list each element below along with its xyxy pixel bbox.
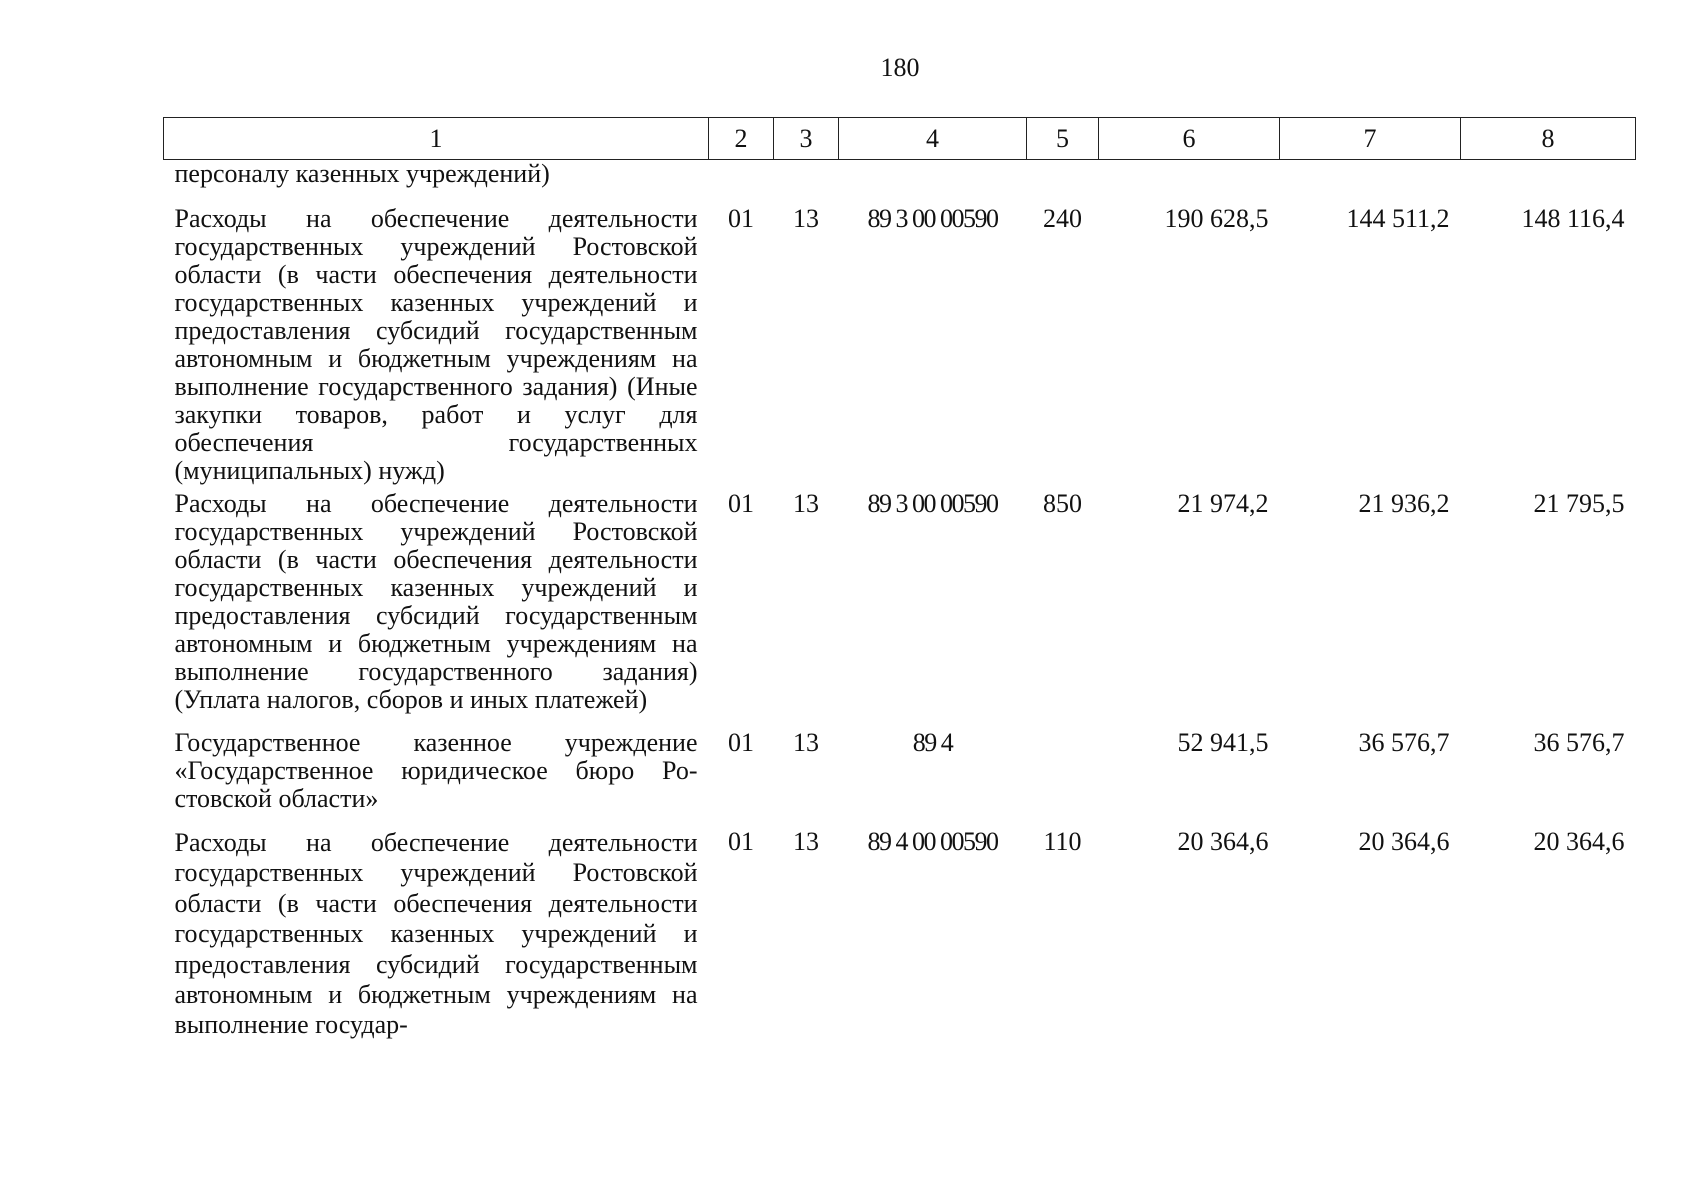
table-row [164,828,1636,1041]
row-amount-col6: 21 974,2 [1177,489,1269,518]
row-section-code [709,160,774,206]
row-target-code: 89 4 [912,728,953,757]
row-amount-col6 [1099,160,1280,206]
row-expense-type: 850 [1043,489,1082,518]
row-amount-col8 [1461,160,1636,206]
row-amount-col8: 21 795,5 [1533,489,1625,518]
row-section-code: 01 [728,827,754,856]
row-name: Расходы на обеспечение деятельности государственных учреждений Ростовской области (в части обеспечения деятельности государственных казенных учреждений и предоставления субсидий государственным автономным и бюджетным учреждениям на выполнение государственного задания) (Иные закупки товаров, работ и услуг для обеспечения государственных (муниципальных) нужд) [174,204,698,485]
row-name: Расходы на обеспечение деятельности государственных учреждений Ростовской области (в части обеспечения деятельности государственных казенных учреждений и предоставления субсидий государственным автономным и бюджетным учреждениям на выполнение государ- [174,828,698,1040]
row-subsection-code: 13 [793,728,819,757]
row-amount-col7: 20 364,6 [1358,827,1450,856]
row-amount-col8: 148 116,4 [1521,204,1625,233]
row-amount-col7: 36 576,7 [1358,728,1450,757]
column-header-8: 8 [1461,118,1636,160]
row-subsection-code: 13 [793,489,819,518]
row-name: Расходы на обеспечение деятельности государственных учреждений Ростовской области (в части обеспечения деятельности государственных казенных учреждений и предоставления субсидий государственным автономным и бюджетным учреждениям на выполнение государственного задания) (Уплата налогов, сборов и иных платежей) [174,489,698,714]
row-amount-col7: 144 511,2 [1346,204,1450,233]
column-header-6: 6 [1099,118,1280,160]
row-target-code [839,160,1027,206]
row-section-code: 01 [728,204,754,233]
column-header-2: 2 [709,118,774,160]
row-expense-type: 240 [1043,204,1082,233]
row-amount-col7 [1280,160,1461,206]
row-name: Государственное казенное учреждение «Государственное юридическое бюро Ростовской области» [174,728,698,813]
table-row [164,205,1636,490]
row-name: персоналу казенных учреждений) [174,159,550,188]
row-target-code: 89 4 00 00590 [867,827,998,856]
row-expense-type [1027,729,1099,828]
column-header-4: 4 [839,118,1027,160]
row-amount-col6: 20 364,6 [1177,827,1269,856]
row-section-code: 01 [728,728,754,757]
row-subsection-code: 13 [793,827,819,856]
row-section-code: 01 [728,489,754,518]
row-amount-col6: 52 941,5 [1177,728,1269,757]
budget-table [163,117,1636,1041]
column-header-1: 1 [164,118,709,160]
row-amount-col7: 21 936,2 [1358,489,1450,518]
row-expense-type [1027,160,1099,206]
table-header-row [164,118,1636,160]
row-subsection-code [774,160,839,206]
table-row [164,490,1636,729]
page-number: 180 [880,53,920,82]
row-expense-type: 110 [1043,827,1082,856]
row-target-code: 89 3 00 00590 [867,204,998,233]
row-amount-col6: 190 628,5 [1164,204,1269,233]
row-target-code: 89 3 00 00590 [867,489,998,518]
table-row [164,160,1636,206]
column-header-3: 3 [774,118,839,160]
row-amount-col8: 20 364,6 [1533,827,1625,856]
row-subsection-code: 13 [793,204,819,233]
row-amount-col8: 36 576,7 [1533,728,1625,757]
table-row [164,729,1636,828]
column-header-7: 7 [1280,118,1461,160]
column-header-5: 5 [1027,118,1099,160]
